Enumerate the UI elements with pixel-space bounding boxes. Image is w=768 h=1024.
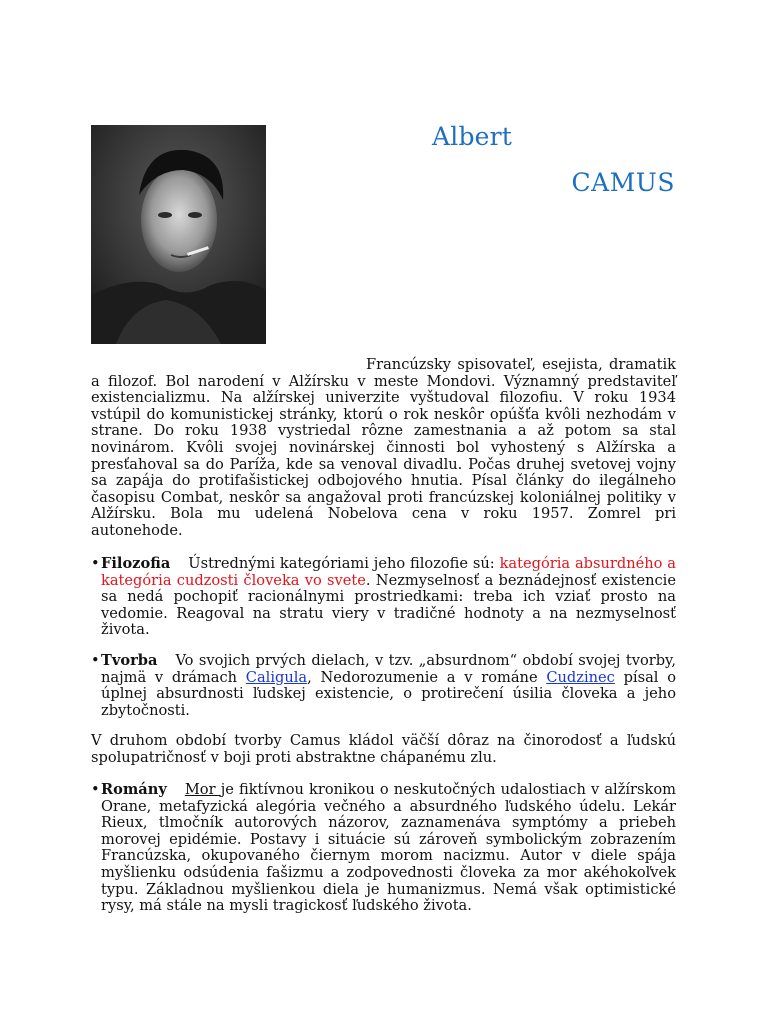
tvorba-heading: Tvorba: [101, 652, 158, 669]
filozofia-text: [101, 556, 676, 639]
author-portrait: [91, 125, 266, 344]
author-last-name: CAMUS: [571, 168, 675, 197]
caligula-link[interactable]: Caligula: [245, 668, 308, 686]
romany-text: [101, 782, 676, 915]
tvorba-part-2: , Nedorozumenie a v románe: [307, 668, 547, 686]
romany-heading: Romány: [101, 781, 167, 798]
bullet-icon: •: [91, 652, 100, 669]
bullet-icon: •: [91, 781, 100, 798]
filozofia-heading: Filozofia: [101, 555, 171, 572]
filozofia-highlight: kategória absurdného a kategória cudzosti človeka vo svete: [101, 555, 676, 589]
cudzinec-link[interactable]: Cudzinec: [546, 668, 615, 686]
intro-paragraph: Francúzsky spisovateľ, esejista, dramatik a filozof. Bol narodení v Alžírsku v meste Mondovi. Významný predstaviteľ existencializmu. Na alžírskej univerzite vyštudoval filozofiu. V roku 1934 vstúpil do komunistickej stránky, ktorú o rok neskôr opúšťa kvôli nezhodám v strane. Do roku 1938 vystriedal rôzne zamestnania a až potom sa stal novinárom. Kvôli svojej novinárskej činnosti bol vyhostený s Alžírska a presťahoval sa do Paríža, kde sa venoval divadlu. Počas druhej svetovej vojny sa zapája do protifašistickej odbojového hnutia. Písal články do ilegálneho časopisu Combat, neskôr sa angažoval proti francúzskej koloniálnej politiky v Alžírsku. Bola mu udelená Nobelova cena v roku 1957. Zomrel pri autonehode.: [91, 356, 676, 539]
section-tvorba: [91, 653, 676, 719]
section-filozofia: [91, 556, 676, 639]
bullet-icon: •: [91, 555, 100, 572]
romany-description: je fiktívnou kronikou o neskutočných udalostiach v alžírskom Orane, metafyzická alegória večného a absurdného ľudského údelu. Lekár Rieux, tlmočník autorových názorov, zaznamenáva symptómy a priebeh morovej epidémie. Postavy i situácie sú zároveň symbolickým zobrazením Francúzska, okupovaného čiernym morom nacizmu. Autor v diele spája myšlienku odsúdenia fašizmu a zodpovednosti človeka za mor akéhokoľvek typu. Základnou myšlienkou diela je humanizmus. Nemá však optimistické rysy, má stále na mysli tragickosť ľudského života.: [101, 781, 676, 915]
tvorba-text: [101, 653, 676, 719]
section-romany: [91, 782, 676, 915]
tvorba-part-3: písal o úplnej absurdnosti ľudskej existencie, o protirečení úsilia človeka a jeho zbytočnosti.: [101, 668, 676, 719]
author-first-name: Albert: [432, 122, 513, 151]
tvorba-part-1: Vo svojich prvých dielach, v tzv. „absurdnom“ období svojej tvorby, najmä v drámach: [101, 652, 676, 686]
second-period-paragraph: V druhom období tvorby Camus kládol väčší dôraz na činorodosť a ľudskú spolupatričnosť v boji proti abstraktne chápanému zlu.: [91, 732, 676, 766]
mor-title: Mor: [184, 781, 221, 798]
filozofia-rest: . Nezmyselnosť a beznádejnosť existencie sa nedá pochopiť racionálnymi prostriedkami: treba ich vziať prosto na vedomie. Reagoval na stratu viery v tradičné hodnoty a na nezmyselnosť života.: [101, 571, 676, 639]
filozofia-intro: Ústrednými kategóriami jeho filozofie sú:: [188, 555, 500, 572]
